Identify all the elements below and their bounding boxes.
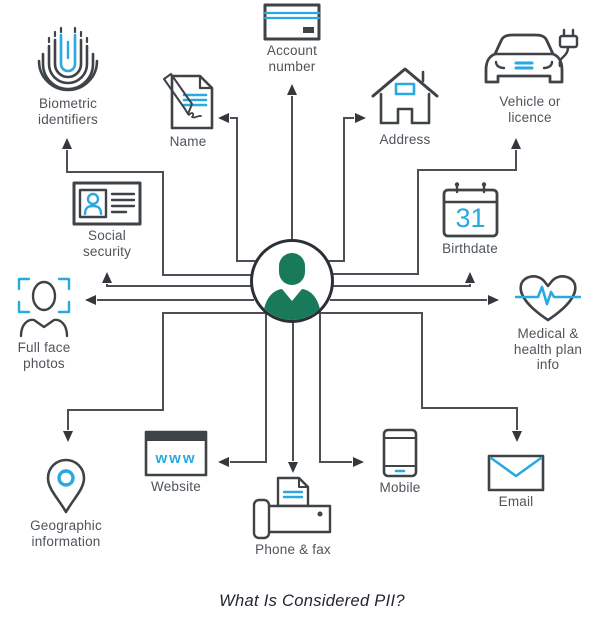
node-label: Social security xyxy=(82,228,132,259)
node-label: Biometric identifiers xyxy=(38,96,98,127)
browser-icon xyxy=(144,430,208,477)
node-phone-fax xyxy=(235,476,351,558)
map-pin-icon xyxy=(45,458,87,516)
node-account-number xyxy=(232,3,352,74)
node-name xyxy=(128,70,248,150)
calendar-date-text: 31 xyxy=(454,203,486,233)
node-label: Phone & fax xyxy=(255,542,331,557)
node-website xyxy=(116,430,236,495)
node-address xyxy=(345,66,465,148)
node-label: Address xyxy=(379,132,431,147)
node-geographic xyxy=(6,458,126,549)
node-birthdate xyxy=(412,181,528,257)
node-mobile xyxy=(342,428,458,496)
person-icon xyxy=(253,242,331,320)
signed-document-icon xyxy=(160,70,216,132)
credit-card-icon xyxy=(263,3,321,41)
node-label: Name xyxy=(169,134,207,149)
node-full-face-photos xyxy=(0,274,88,371)
calendar-icon xyxy=(442,181,499,239)
house-icon xyxy=(370,66,440,130)
node-label: Vehicle or licence xyxy=(499,94,561,125)
node-label: Email xyxy=(498,494,534,509)
diagram-title: What Is Considered PII? xyxy=(219,592,405,610)
node-label: Account number xyxy=(266,43,318,74)
node-label: Mobile xyxy=(379,480,421,495)
node-biometric xyxy=(8,24,128,127)
id-card-icon xyxy=(72,181,142,226)
browser-www-text: www xyxy=(155,450,197,467)
node-social-security xyxy=(47,181,167,259)
fax-icon xyxy=(252,476,334,540)
heart-pulse-icon xyxy=(515,272,581,324)
node-email xyxy=(458,454,574,510)
node-label: Birthdate xyxy=(442,241,498,256)
node-label: Website xyxy=(151,479,201,494)
person-avatar xyxy=(250,239,334,323)
node-vehicle xyxy=(472,28,588,125)
node-medical-info xyxy=(500,272,596,373)
face-scan-icon xyxy=(16,274,72,338)
envelope-icon xyxy=(487,454,545,492)
node-label: Medical & health plan info xyxy=(513,326,583,373)
node-label: Geographic information xyxy=(30,518,102,549)
fingerprint-icon xyxy=(33,24,103,94)
electric-car-icon xyxy=(480,28,580,92)
mobile-phone-icon xyxy=(382,428,418,478)
node-label: Full face photos xyxy=(17,340,71,371)
